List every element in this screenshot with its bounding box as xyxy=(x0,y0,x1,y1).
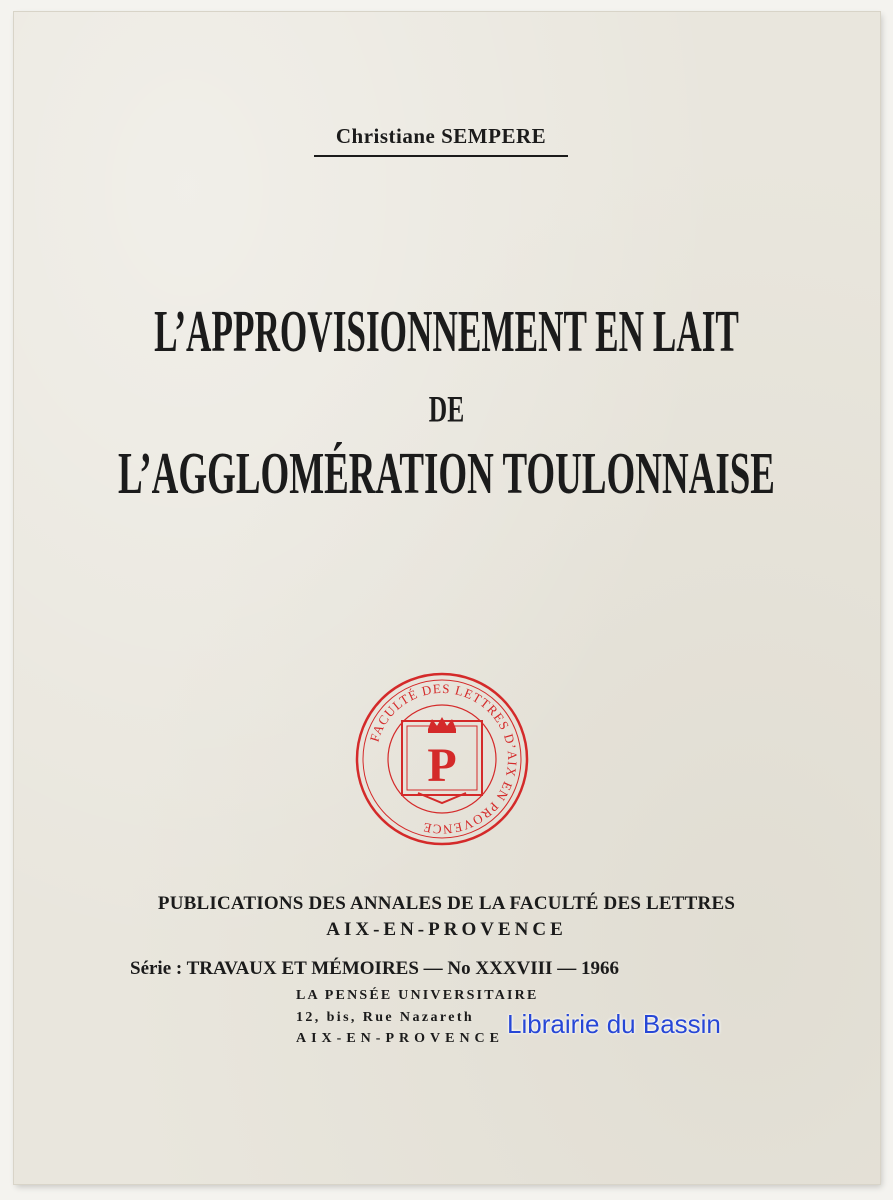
seal-letter: P xyxy=(427,739,457,792)
publisher-line-2: AIX-EN-PROVENCE xyxy=(326,919,567,940)
address-line-2: 12, bis, Rue Nazareth xyxy=(296,1010,475,1025)
title-line-2: DE xyxy=(428,388,465,430)
faculty-seal-stamp xyxy=(354,671,530,847)
address-line-1: LA PENSÉE UNIVERSITAIRE xyxy=(296,988,539,1003)
series-line: Série : TRAVAUX ET MÉMOIRES — No XXXVIII — 1966 xyxy=(130,958,619,979)
seal-ring-text: FACULTÉ DES LETTRES D’AIX EN PROVENCE xyxy=(366,680,521,838)
crown-icon xyxy=(428,717,456,733)
author-name: Christiane SEMPERE xyxy=(314,124,568,157)
title-line-1: L’APPROVISIONNEMENT EN LAIT xyxy=(154,298,739,365)
book-cover xyxy=(14,12,880,1184)
title-line-3: L’AGGLOMÉRATION TOULONNAISE xyxy=(118,440,775,507)
address-line-3: AIX-EN-PROVENCE xyxy=(296,1031,504,1046)
publisher-line-1: PUBLICATIONS DES ANNALES DE LA FACULTÉ DES LETTRES xyxy=(157,893,736,914)
bookseller-watermark: Librairie du Bassin xyxy=(507,1009,721,1039)
